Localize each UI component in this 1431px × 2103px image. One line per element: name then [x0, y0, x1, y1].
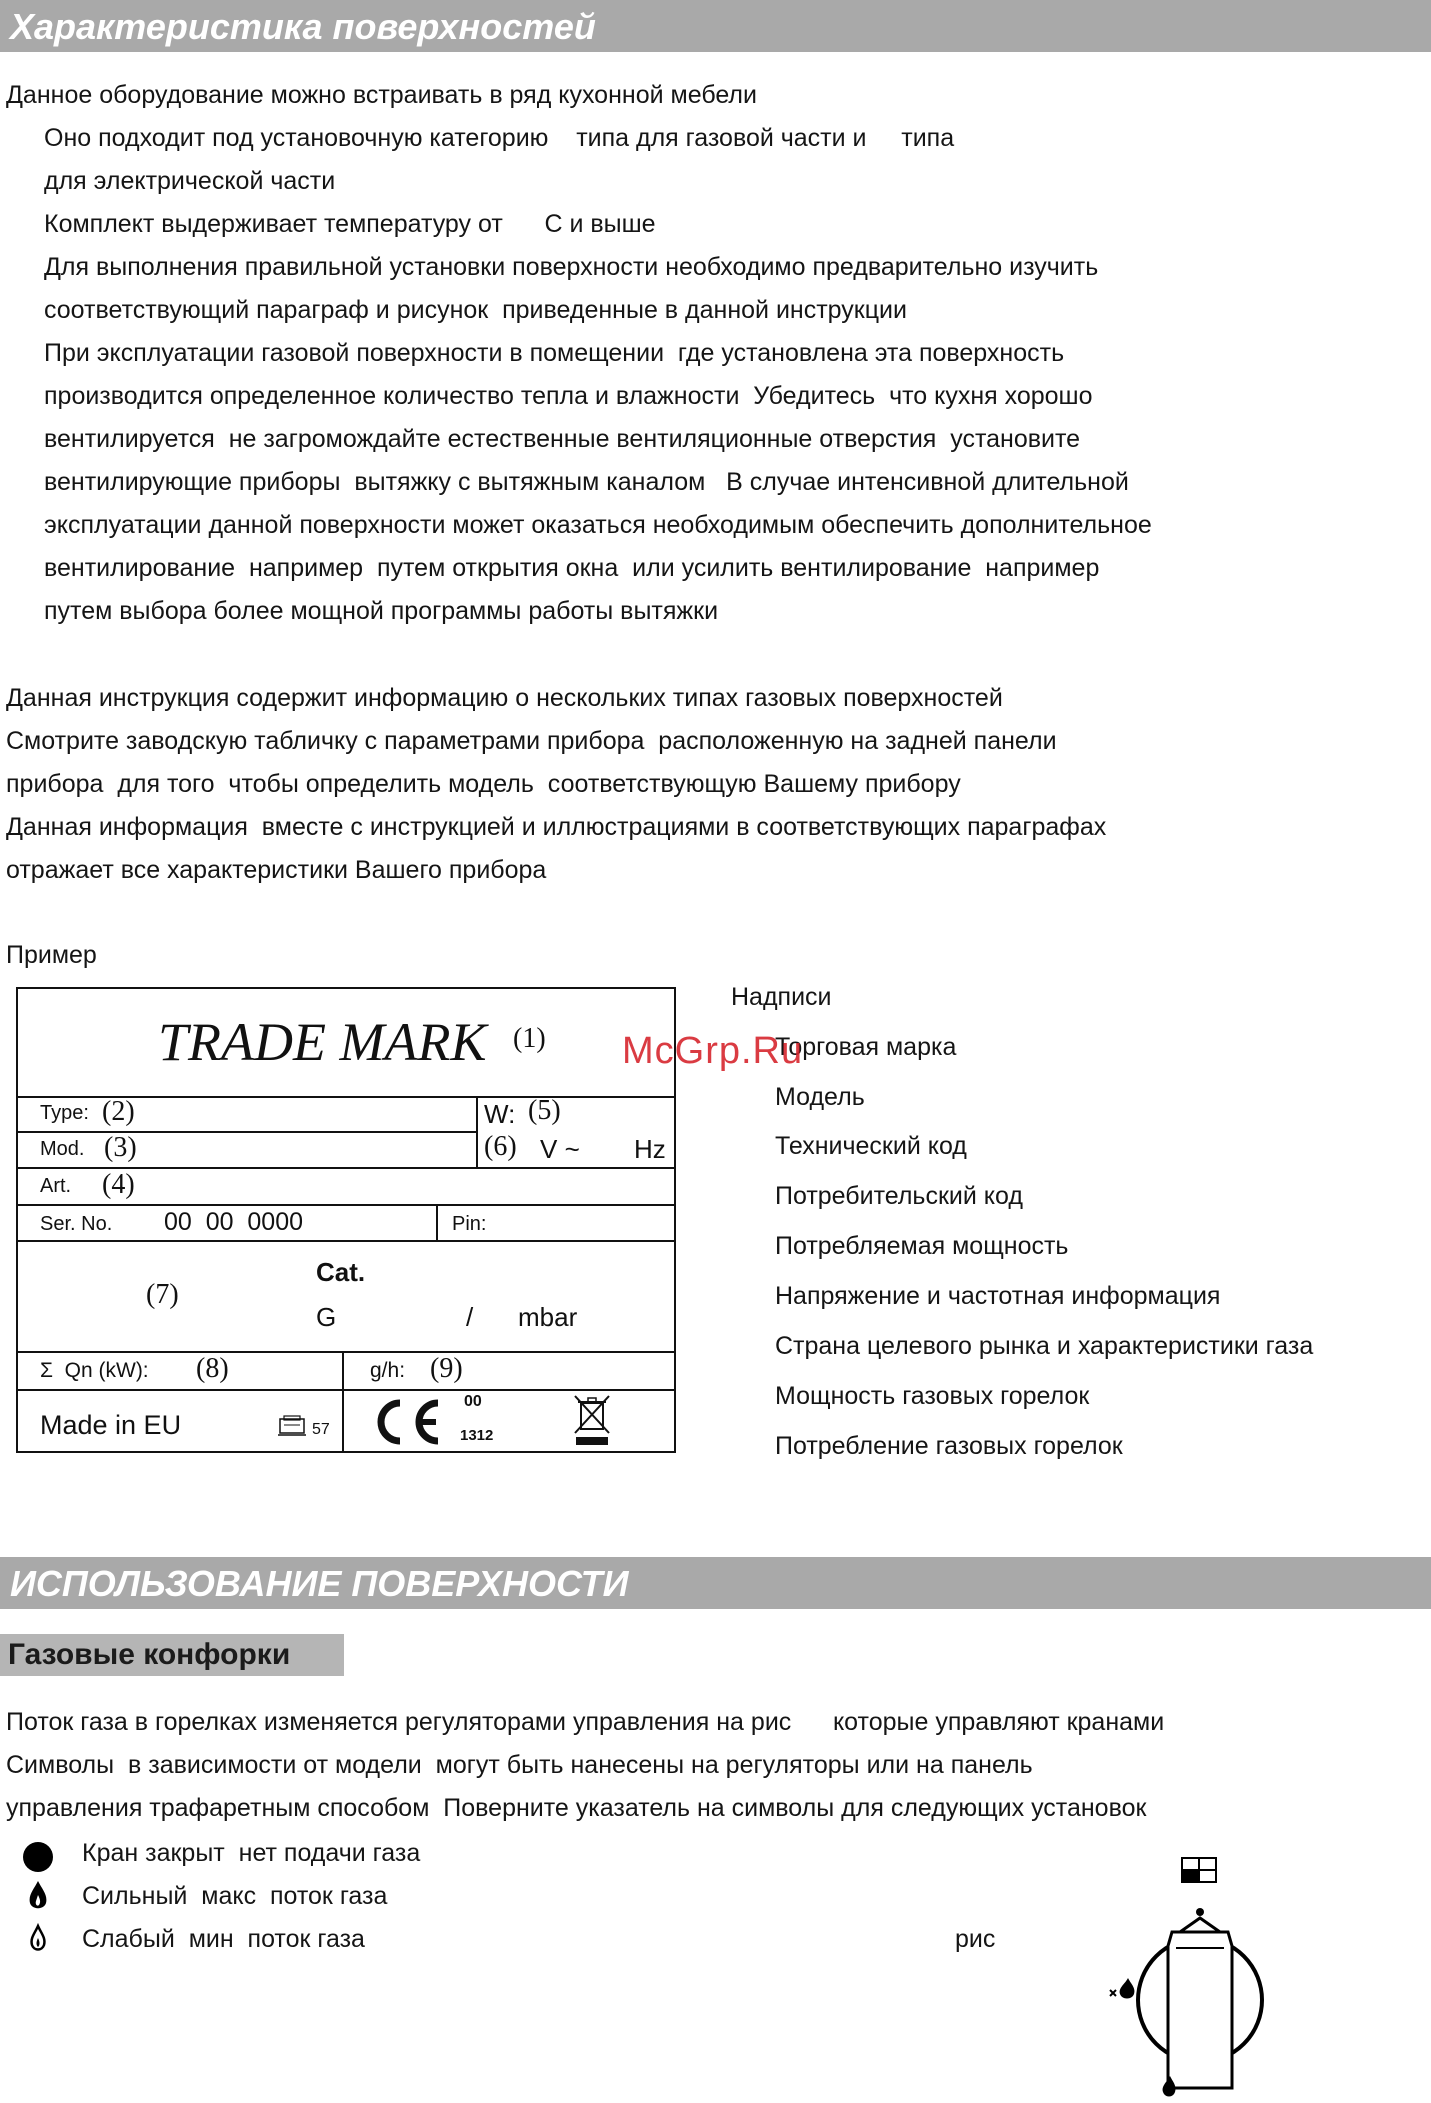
trademark-text: TRADE MARK — [158, 1012, 487, 1072]
divider — [18, 1204, 674, 1206]
marker-2: (2) — [102, 1096, 135, 1127]
large-flame-icon — [22, 1879, 54, 1913]
ce-notified-body: 1312 — [460, 1427, 494, 1444]
text-line: эксплуатации данной поверхности может оказаться необходимым обеспечить дополнительное — [44, 511, 1152, 539]
legend-title: Надписи — [731, 983, 832, 1011]
weee-bin-icon — [570, 1393, 614, 1447]
text-line: При эксплуатации газовой поверхности в помещении где установлена эта поверхность — [44, 339, 1065, 367]
legend-item: Потребляемая мощность — [775, 1232, 1069, 1260]
figure-label: рис — [955, 1925, 996, 1953]
max-flame-symbol-icon — [1110, 1978, 1134, 1999]
text-line: Для выполнения правильной установки поверхности необходимо предварительно изучить — [44, 253, 1099, 281]
legend-item: Торговая марка — [775, 1033, 957, 1061]
divider — [18, 1351, 674, 1353]
hz-label: Hz — [634, 1134, 666, 1164]
divider — [18, 1389, 674, 1391]
made-in-label: Made in EU — [40, 1410, 182, 1440]
text-line: Поток газа в горелках изменяется регуляторами управления на рис которые управляют кранами — [6, 1708, 1165, 1736]
cat-label: Cat. — [316, 1257, 366, 1287]
legend-item: Модель — [775, 1083, 865, 1111]
symbol-text: Слабый мин поток газа — [82, 1925, 365, 1953]
section-title: Характеристика поверхностей — [10, 6, 596, 47]
marker-4: (4) — [102, 1169, 135, 1200]
mbar-label: mbar — [518, 1302, 578, 1332]
text-line: вентилирование например путем открытия окна или усилить вентилирование например — [44, 554, 1100, 582]
text-line: соответствующий параграф и рисунок приведенные в данной инструкции — [44, 296, 907, 324]
legend-item: Страна целевого рынка и характеристики газа — [775, 1332, 1314, 1360]
text-line: Данное оборудование можно встраивать в ряд кухонной мебели — [6, 81, 757, 109]
serial-value: 00 00 0000 — [164, 1208, 304, 1236]
divider — [436, 1204, 438, 1240]
divider — [18, 1131, 476, 1133]
art-label: Art. — [40, 1175, 72, 1197]
legend-item: Технический код — [775, 1132, 967, 1160]
text-line: управления трафаретным способом Поверните указатель на символы для следующих установок — [6, 1794, 1147, 1822]
text-line: Символы в зависимости от модели могут быть нанесены на регуляторы или на панель — [6, 1751, 1033, 1779]
full-power-symbol-icon — [1182, 1858, 1216, 1882]
subsection-header — [0, 1634, 344, 1676]
legend-item: Напряжение и частотная информация — [775, 1282, 1221, 1310]
pin-label: Pin: — [452, 1213, 487, 1235]
text-line: вентилируется не загромождайте естественные вентиляционные отверстия установите — [44, 425, 1081, 453]
marker-6: (6) — [484, 1131, 517, 1162]
qn-label: Σ Qn (kW): — [40, 1359, 149, 1382]
marker-7: (7) — [146, 1279, 179, 1310]
text-line: прибора для того чтобы определить модель соответствующую Вашему прибору — [6, 770, 961, 798]
symbol-text: Кран закрыт нет подачи газа — [82, 1839, 421, 1867]
watermark: McGrp.Ru — [622, 1030, 804, 1072]
legend-item: Мощность газовых горелок — [775, 1382, 1090, 1410]
mod-label: Mod. — [40, 1138, 85, 1160]
plate-small-number: 57 — [312, 1421, 330, 1438]
closed-circle-icon — [20, 1839, 56, 1875]
ce-top-number: 00 — [464, 1393, 482, 1410]
text-line: Оно подходит под установочную категорию типа для газовой части и типа — [44, 124, 955, 152]
symbol-text: Сильный макс поток газа — [82, 1882, 388, 1910]
text-line: отражает все характеристики Вашего прибора — [6, 856, 547, 884]
text-line: Смотрите заводскую табличку с параметрами прибора расположенную на задней панели — [6, 727, 1057, 755]
rating-plate — [16, 987, 676, 1453]
marker-1: (1) — [513, 1023, 546, 1054]
text-line: Данная информация вместе с инструкцией и иллюстрациями в соответствующих параграфах — [6, 813, 1107, 841]
v-label: V ~ — [540, 1134, 580, 1164]
text-line: путем выбора более мощной программы работы вытяжки — [44, 597, 719, 625]
type-label: Type: — [40, 1102, 89, 1124]
text-line: для электрической части — [44, 167, 336, 195]
legend-item: Потребительский код — [775, 1182, 1023, 1210]
ce-mark-icon — [370, 1395, 454, 1449]
text-line: вентилирующие приборы вытяжку с вытяжным каналом В случае интенсивной длительной — [44, 468, 1129, 496]
small-flame-icon — [22, 1922, 54, 1956]
marker-5: (5) — [528, 1095, 561, 1126]
divider — [342, 1351, 344, 1451]
off-dot-icon — [1196, 1908, 1204, 1916]
section-banner — [0, 1557, 1431, 1609]
marker-3: (3) — [104, 1132, 137, 1163]
divider — [18, 1240, 674, 1242]
gh-label: g/h: — [370, 1359, 406, 1382]
legend-item: Потребление газовых горелок — [775, 1432, 1123, 1460]
gas-group: G — [316, 1302, 337, 1332]
example-label: Пример — [6, 941, 97, 969]
control-knob-diagram — [1080, 1850, 1280, 2103]
slash: / — [466, 1302, 474, 1332]
serial-label: Ser. No. — [40, 1213, 113, 1235]
w-label: W: — [484, 1099, 516, 1129]
subsection-title: Газовые конфорки — [8, 1638, 291, 1671]
text-line: Комплект выдерживает температуру от С и выше — [44, 210, 656, 238]
section-title: ИСПОЛЬЗОВАНИЕ ПОВЕРХНОСТИ — [10, 1563, 629, 1604]
knob-handle — [1168, 1932, 1232, 2088]
appliance-icon — [276, 1413, 310, 1439]
marker-8: (8) — [196, 1353, 229, 1384]
divider — [476, 1096, 478, 1167]
marker-9: (9) — [430, 1353, 463, 1384]
section-banner — [0, 0, 1431, 52]
text-line: Данная инструкция содержит информацию о нескольких типах газовых поверхностей — [6, 684, 1003, 712]
text-line: производится определенное количество тепла и влажности Убедитесь что кухня хорошо — [44, 382, 1093, 410]
